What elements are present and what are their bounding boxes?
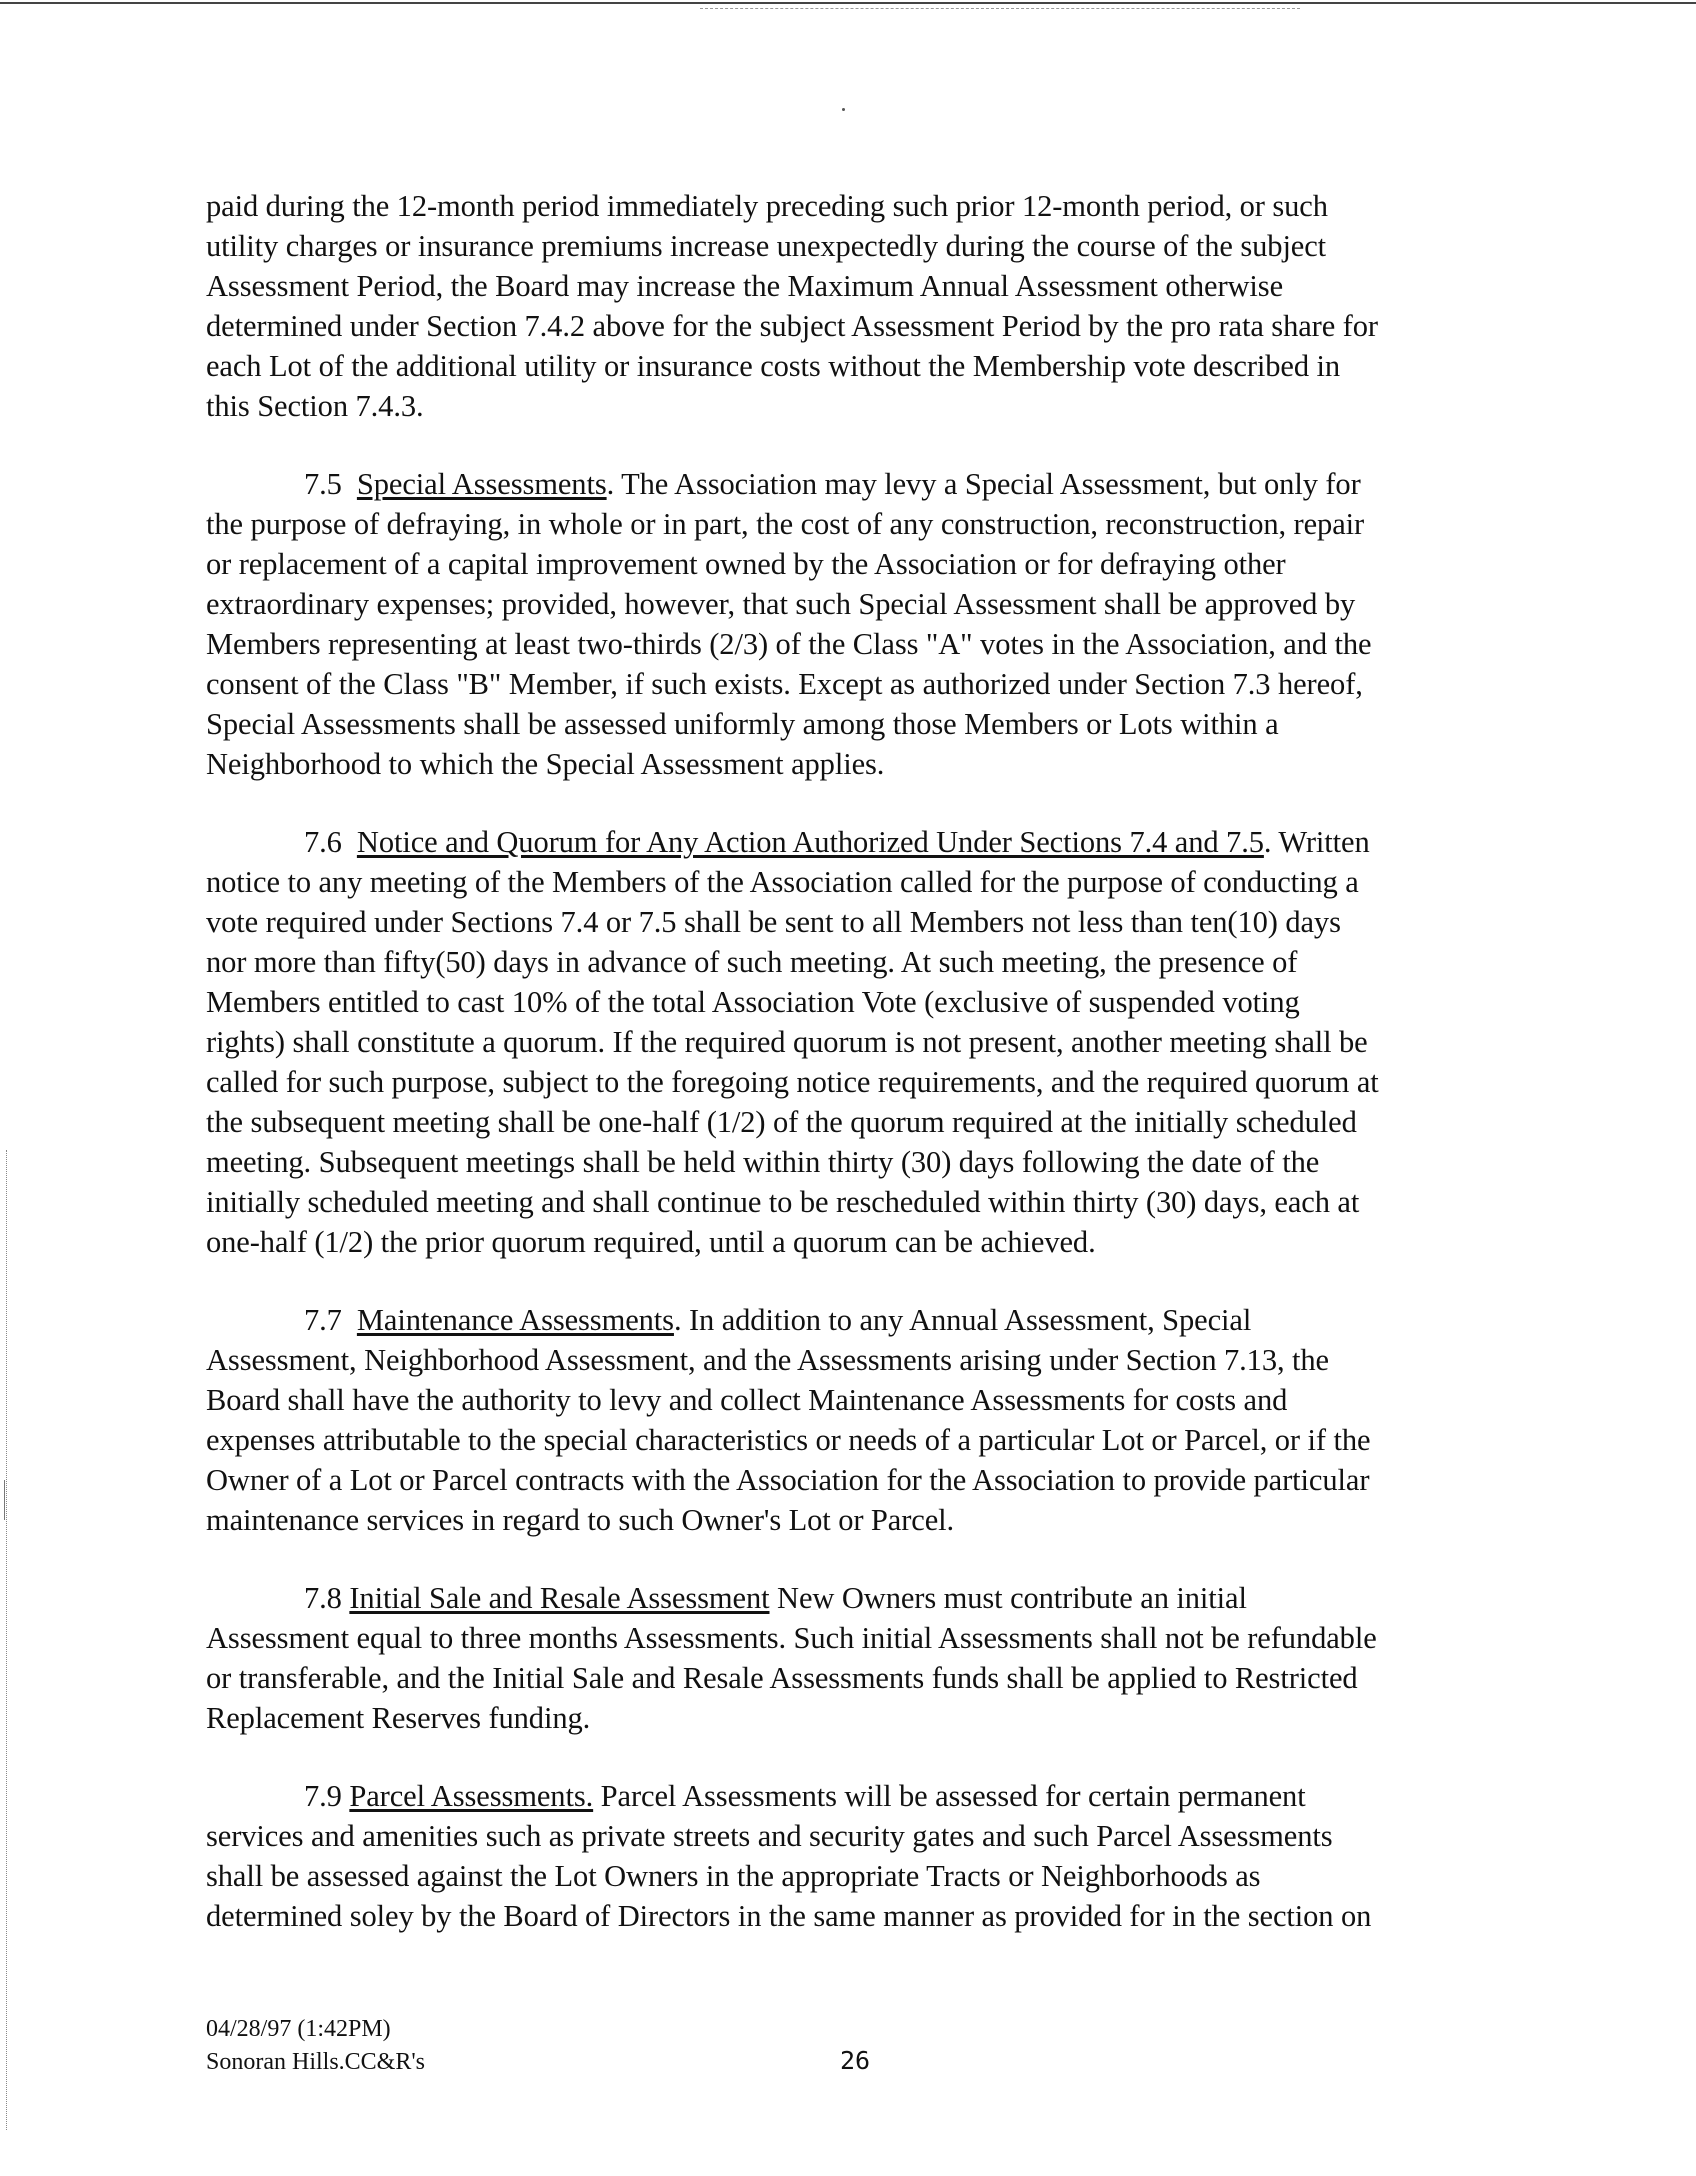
text-fragment: Parcel Assessments will be assessed for certain permanent xyxy=(593,1779,1306,1813)
text-line: Assessment equal to three months Assessments. Such initial Assessments shall not be refundable xyxy=(206,1621,1377,1655)
paragraph-7-6-notice-and-quorum xyxy=(206,822,1506,1262)
text-line: each Lot of the additional utility or insurance costs without the Membership vote described in xyxy=(206,349,1341,383)
text-line: consent of the Class "B" Member, if such exists. Except as authorized under Section 7.3 hereof, xyxy=(206,667,1363,701)
section-heading: Parcel Assessments. xyxy=(349,1779,594,1813)
text-line: shall be assessed against the Lot Owners in the appropriate Tracts or Neighborhoods as xyxy=(206,1859,1261,1893)
text-line: services and amenities such as private streets and security gates and such Parcel Assessments xyxy=(206,1819,1333,1853)
section-heading: Notice and Quorum for Any Action Authorized Under Sections 7.4 and 7.5 xyxy=(356,825,1264,859)
text-line: notice to any meeting of the Members of the Association called for the purpose of conducting a xyxy=(206,865,1359,899)
text-fragment: . The Association may levy a Special Assessment, but only for xyxy=(606,467,1361,501)
paragraph-7-9-parcel-assessments xyxy=(206,1776,1506,1936)
section-number: 7.6 xyxy=(304,825,342,859)
text-fragment: . In addition to any Annual Assessment, Special xyxy=(673,1303,1252,1337)
section-first-line xyxy=(206,1300,1506,1340)
section-heading: Maintenance Assessments xyxy=(356,1303,674,1337)
text-line: Board shall have the authority to levy and collect Maintenance Assessments for costs and xyxy=(206,1383,1288,1417)
text-line: expenses attributable to the special characteristics or needs of a particular Lot or Parcel, or if the xyxy=(206,1423,1371,1457)
footer-filename: Sonoran Hills.CC&R's xyxy=(206,2049,426,2075)
section-number: 7.9 xyxy=(304,1779,342,1813)
section-first-line xyxy=(206,822,1506,862)
text-line: rights) shall constitute a quorum. If the required quorum is not present, another meeting shall be xyxy=(206,1025,1368,1059)
paragraph-7-7-maintenance-assessments xyxy=(206,1300,1506,1540)
text-line: or transferable, and the Initial Sale and Resale Assessments funds shall be applied to Restricted xyxy=(206,1661,1358,1695)
text-line: called for such purpose, subject to the foregoing notice requirements, and the required quorum at xyxy=(206,1065,1379,1099)
paragraph-7-4-3-continuation xyxy=(206,186,1506,426)
scan-margin-marks xyxy=(6,1150,11,2130)
text-line: nor more than fifty(50) days in advance of such meeting. At such meeting, the presence of xyxy=(206,945,1298,979)
text-line: Assessment, Neighborhood Assessment, and the Assessments arising under Section 7.13, the xyxy=(206,1343,1329,1377)
text-fragment: . Written xyxy=(1263,825,1370,859)
scan-margin-mark xyxy=(4,1480,13,1520)
text-line: meeting. Subsequent meetings shall be held within thirty (30) days following the date of the xyxy=(206,1145,1320,1179)
section-heading: Initial Sale and Resale Assessment xyxy=(349,1581,770,1615)
section-first-line xyxy=(206,1776,1506,1816)
text-line: paid during the 12-month period immediately preceding such prior 12-month period, or such xyxy=(206,189,1328,223)
text-line: Special Assessments shall be assessed uniformly among those Members or Lots within a xyxy=(206,707,1279,741)
text-line: the purpose of defraying, in whole or in part, the cost of any construction, reconstruction, repair xyxy=(206,507,1365,541)
text-line: vote required under Sections 7.4 or 7.5 shall be sent to all Members not less than ten(10) days xyxy=(206,905,1341,939)
text-line: Assessment Period, the Board may increase the Maximum Annual Assessment otherwise xyxy=(206,269,1284,303)
scan-top-rule xyxy=(0,2,1696,4)
text-line: or replacement of a capital improvement owned by the Association or for defraying other xyxy=(206,547,1286,581)
footer-timestamp: 04/28/97 (1:42PM) xyxy=(206,2016,391,2042)
text-line: maintenance services in regard to such Owner's Lot or Parcel. xyxy=(206,1503,955,1537)
text-line: the subsequent meeting shall be one-half (1/2) of the quorum required at the initially scheduled xyxy=(206,1105,1357,1139)
text-line: determined under Section 7.4.2 above for the subject Assessment Period by the pro rata share for xyxy=(206,309,1378,343)
section-number: 7.8 xyxy=(304,1581,342,1615)
text-line: extraordinary expenses; provided, however, that such Special Assessment shall be approved by xyxy=(206,587,1356,621)
text-fragment: New Owners must contribute an initial xyxy=(769,1581,1247,1615)
section-heading: Special Assessments xyxy=(356,467,607,501)
document-body xyxy=(206,186,1506,1974)
paragraph-7-8-initial-sale-resale xyxy=(206,1578,1506,1738)
text-line: utility charges or insurance premiums increase unexpectedly during the course of the subject xyxy=(206,229,1327,263)
page-footer xyxy=(206,2013,425,2079)
text-line: Replacement Reserves funding. xyxy=(206,1701,591,1735)
text-line: Members entitled to cast 10% of the total Association Vote (exclusive of suspended voting xyxy=(206,985,1300,1019)
text-line: Neighborhood to which the Special Assessment applies. xyxy=(206,747,885,781)
scan-top-rule-secondary xyxy=(700,8,1300,9)
section-number: 7.5 xyxy=(304,467,342,501)
text-line: determined soley by the Board of Directors in the same manner as provided for in the section on xyxy=(206,1899,1372,1933)
text-line: Owner of a Lot or Parcel contracts with the Association for the Association to provide particular xyxy=(206,1463,1370,1497)
scan-speck xyxy=(842,108,845,111)
paragraph-7-5-special-assessments xyxy=(206,464,1506,784)
section-first-line xyxy=(206,1578,1506,1618)
page-number: 26 xyxy=(840,2046,871,2075)
text-line: one-half (1/2) the prior quorum required, until a quorum can be achieved. xyxy=(206,1225,1096,1259)
text-line: this Section 7.4.3. xyxy=(206,389,424,423)
text-line: initially scheduled meeting and shall continue to be rescheduled within thirty (30) days, each at xyxy=(206,1185,1360,1219)
section-number: 7.7 xyxy=(304,1303,342,1337)
text-line: Members representing at least two-thirds (2/3) of the Class "A" votes in the Association, and the xyxy=(206,627,1372,661)
section-first-line xyxy=(206,464,1506,504)
